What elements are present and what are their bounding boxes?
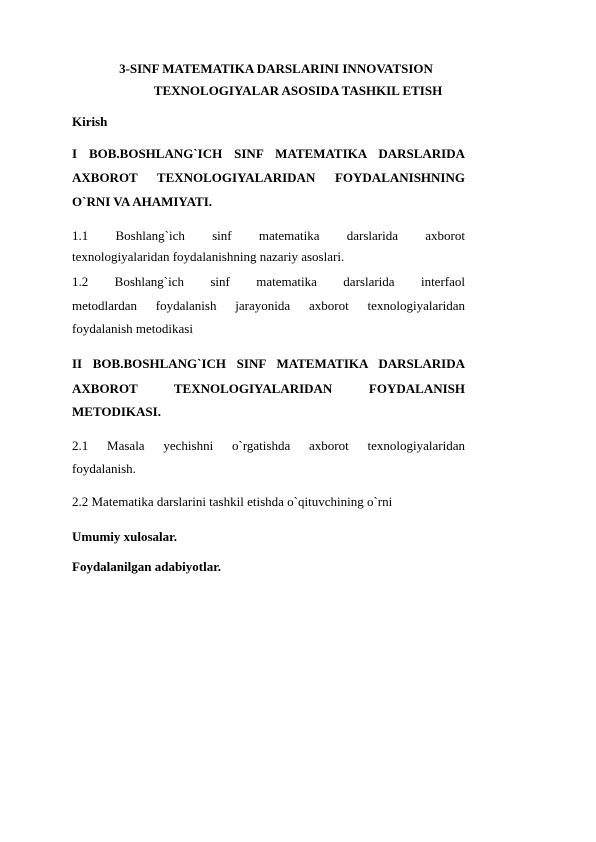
chapter-2-heading-line-2: AXBOROT TEXNOLOGIYALARIDAN FOYDALANISH: [72, 381, 465, 396]
chapter-1-heading-line-2: AXBOROT TEXNOLOGIYALARIDAN FOYDALANISHNING: [72, 170, 465, 185]
toc-references: Foydalanilgan adabiyotlar.: [72, 559, 222, 574]
section-1-2-line-1: 1.2 Boshlang`ich sinf matematika darslarida interfaol: [72, 274, 465, 289]
chapter-1-heading-line-3: O`RNI VA AHAMIYATI.: [72, 194, 213, 209]
section-2-1-line-2: foydalanish.: [72, 461, 136, 476]
document-title-line-2: TEXNOLOGIYALAR ASOSIDA TASHKIL ETISH: [153, 83, 443, 98]
section-1-1-line-2: texnologiyalaridan foydalanishning nazariy asoslari.: [72, 249, 345, 264]
section-1-2-line-2: metodlardan foydalanish jarayonida axborot texnologiyalaridan: [72, 298, 465, 313]
section-2-2: 2.2 Matematika darslarini tashkil etishda o`qituvchining o`rni: [72, 494, 393, 509]
document-title-line-1: 3-SINF MATEMATIKA DARSLARINI INNOVATSION: [119, 61, 433, 76]
chapter-1-heading-line-1: I BOB.BOSHLANG`ICH SINF MATEMATIKA DARSLARIDA: [72, 146, 465, 161]
toc-intro: Kirish: [72, 114, 108, 129]
toc-conclusions: Umumiy xulosalar.: [72, 529, 177, 544]
section-2-1-line-1: 2.1 Masala yechishni o`rgatishda axborot texnologiyalaridan: [72, 438, 465, 453]
chapter-2-heading-line-1: II BOB.BOSHLANG`ICH SINF MATEMATIKA DARSLARIDA: [72, 356, 465, 371]
section-1-1-line-1: 1.1 Boshlang`ich sinf matematika darslarida axborot: [72, 228, 465, 243]
chapter-2-heading-line-3: METODIKASI.: [72, 404, 161, 419]
section-1-2-line-3: foydalanish metodikasi: [72, 321, 193, 336]
